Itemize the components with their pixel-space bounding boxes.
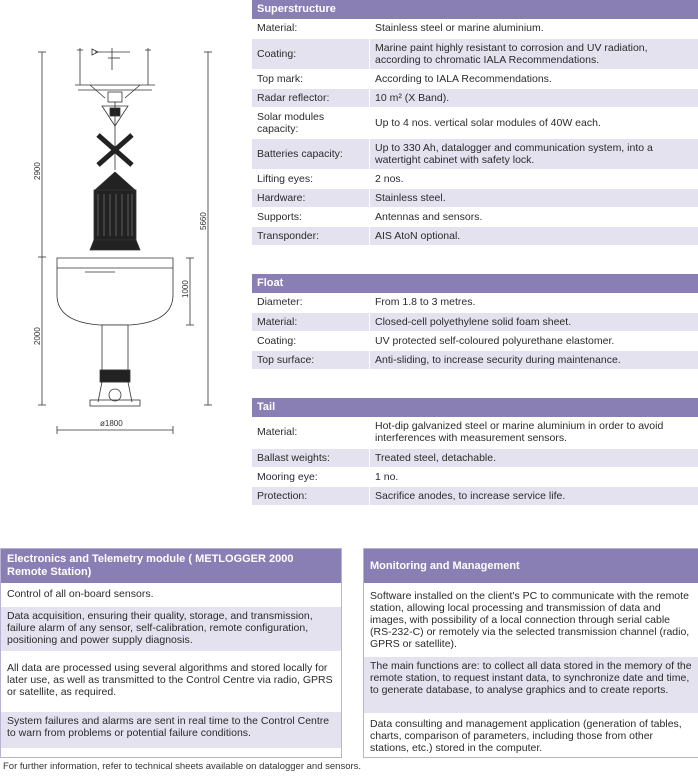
row-value: Up to 4 nos. vertical solar modules of 40W each. bbox=[370, 107, 698, 138]
superstructure-table bbox=[252, 19, 698, 246]
row-label: Radar reflector: bbox=[252, 88, 370, 107]
row-label: Supports: bbox=[252, 207, 370, 226]
float-header bbox=[252, 274, 698, 293]
row-value: 1 no. bbox=[370, 467, 698, 486]
float-table bbox=[252, 293, 698, 370]
row-label: Ballast weights: bbox=[252, 448, 370, 467]
electronics-item: System failures and alarms are sent in real time to the Control Centre to warn from problems or potential failure conditions. bbox=[1, 712, 341, 748]
dim-total-height: 5660 bbox=[199, 212, 208, 230]
superstructure-title: Superstructure bbox=[257, 3, 336, 15]
row-label: Mooring eye: bbox=[252, 467, 370, 486]
row-label: Material: bbox=[252, 417, 370, 448]
footer-note: For further information, refer to technical sheets available on datalogger and sensors. bbox=[3, 761, 362, 772]
tail-title: Tail bbox=[257, 401, 276, 413]
electronics-item: All data are processed using several algorithms and stored locally for later use, as well as transmitted to the Control Centre via radio, GPRS or satellite, as required. bbox=[7, 662, 333, 698]
row-value: Antennas and sensors. bbox=[370, 207, 698, 226]
electronics-item: Control of all on-board sensors. bbox=[7, 588, 154, 600]
dim-top-height: 2900 bbox=[33, 162, 42, 180]
tail-section bbox=[252, 398, 698, 506]
row-label: Material: bbox=[252, 312, 370, 331]
row-value: AIS AtoN optional. bbox=[370, 226, 698, 245]
table-row bbox=[252, 69, 698, 88]
monitoring-item: The main functions are: to collect all data stored in the memory of the remote station, to request instant data, to synchronize date and time, to generate database, to analyse graphics and to create reports. bbox=[364, 657, 698, 713]
table-row bbox=[252, 293, 698, 312]
row-value: According to IALA Recommendations. bbox=[370, 69, 698, 88]
table-row bbox=[252, 107, 698, 138]
dim-diameter: ø1800 bbox=[100, 419, 123, 428]
float-title: Float bbox=[257, 277, 284, 289]
electronics-header bbox=[1, 549, 341, 583]
dim-float-height: 1000 bbox=[181, 280, 190, 298]
row-label: Protection: bbox=[252, 486, 370, 505]
tail-table bbox=[252, 417, 698, 506]
row-value: Stainless steel. bbox=[370, 188, 698, 207]
monitoring-title: Monitoring and Management bbox=[370, 560, 520, 572]
row-value: 10 m² (X Band). bbox=[370, 88, 698, 107]
row-label: Diameter: bbox=[252, 293, 370, 312]
table-row bbox=[252, 467, 698, 486]
row-value: From 1.8 to 3 metres. bbox=[370, 293, 698, 312]
superstructure-header bbox=[252, 0, 698, 19]
electronics-panel bbox=[0, 548, 342, 758]
electronics-title: Electronics and Telemetry module ( METLOGGER 2000 Remote Station) bbox=[7, 553, 294, 578]
table-row bbox=[252, 350, 698, 369]
row-label: Top surface: bbox=[252, 350, 370, 369]
table-row bbox=[252, 169, 698, 188]
row-label: Coating: bbox=[252, 38, 370, 69]
table-row bbox=[252, 188, 698, 207]
monitoring-item: Software installed on the client's PC to communicate with the remote station, allowing local processing and transmission of data and images, with possibility of a local connection through serial cable (RS-232-C) or remotely via the selected transmission channel (radio, GPRS or satellite). bbox=[370, 590, 690, 650]
row-value: Anti-sliding, to increase security during maintenance. bbox=[370, 350, 698, 369]
monitoring-panel bbox=[363, 548, 698, 758]
row-label: Transponder: bbox=[252, 226, 370, 245]
row-label: Batteries capacity: bbox=[252, 138, 370, 169]
tail-header bbox=[252, 398, 698, 417]
row-value: Stainless steel or marine aluminium. bbox=[370, 19, 698, 38]
monitoring-item: Data consulting and management application (generation of tables, charts, comparison of parameters, including those from other stations, etc.) stored in the computer. bbox=[370, 718, 682, 754]
row-label: Hardware: bbox=[252, 188, 370, 207]
table-row bbox=[252, 226, 698, 245]
table-row bbox=[252, 207, 698, 226]
table-row bbox=[252, 486, 698, 505]
table-row bbox=[252, 331, 698, 350]
table-row bbox=[252, 19, 698, 38]
row-value: Up to 330 Ah, datalogger and communication system, into a watertight cabinet with safety lock. bbox=[370, 138, 698, 169]
monitoring-header bbox=[364, 549, 698, 583]
superstructure-section bbox=[252, 0, 698, 246]
row-label: Top mark: bbox=[252, 69, 370, 88]
row-value: 2 nos. bbox=[370, 169, 698, 188]
row-value: Marine paint highly resistant to corrosion and UV radiation, according to chromatic IALA Recommendations. bbox=[370, 38, 698, 69]
row-value: Treated steel, detachable. bbox=[370, 448, 698, 467]
electronics-item: Data acquisition, ensuring their quality, storage, and transmission, failure alarm of any sensor, self-calibration, remote configuration, positioning and power supply diagnosis. bbox=[1, 607, 341, 651]
table-row bbox=[252, 448, 698, 467]
table-row bbox=[252, 38, 698, 69]
dim-bottom-height: 2000 bbox=[33, 327, 42, 345]
row-value: Hot-dip galvanized steel or marine aluminium in order to avoid interferences with measurement sensors. bbox=[370, 417, 698, 448]
row-label: Material: bbox=[252, 19, 370, 38]
table-row bbox=[252, 138, 698, 169]
table-row bbox=[252, 88, 698, 107]
row-value: UV protected self-coloured polyurethane elastomer. bbox=[370, 331, 698, 350]
table-row bbox=[252, 312, 698, 331]
row-label: Coating: bbox=[252, 331, 370, 350]
table-row bbox=[252, 417, 698, 448]
row-value: Closed-cell polyethylene solid foam sheet. bbox=[370, 312, 698, 331]
row-value: Sacrifice anodes, to increase service life. bbox=[370, 486, 698, 505]
row-label: Lifting eyes: bbox=[252, 169, 370, 188]
float-section bbox=[252, 274, 698, 370]
row-label: Solar modules capacity: bbox=[252, 107, 370, 138]
buoy-drawing bbox=[30, 40, 230, 440]
